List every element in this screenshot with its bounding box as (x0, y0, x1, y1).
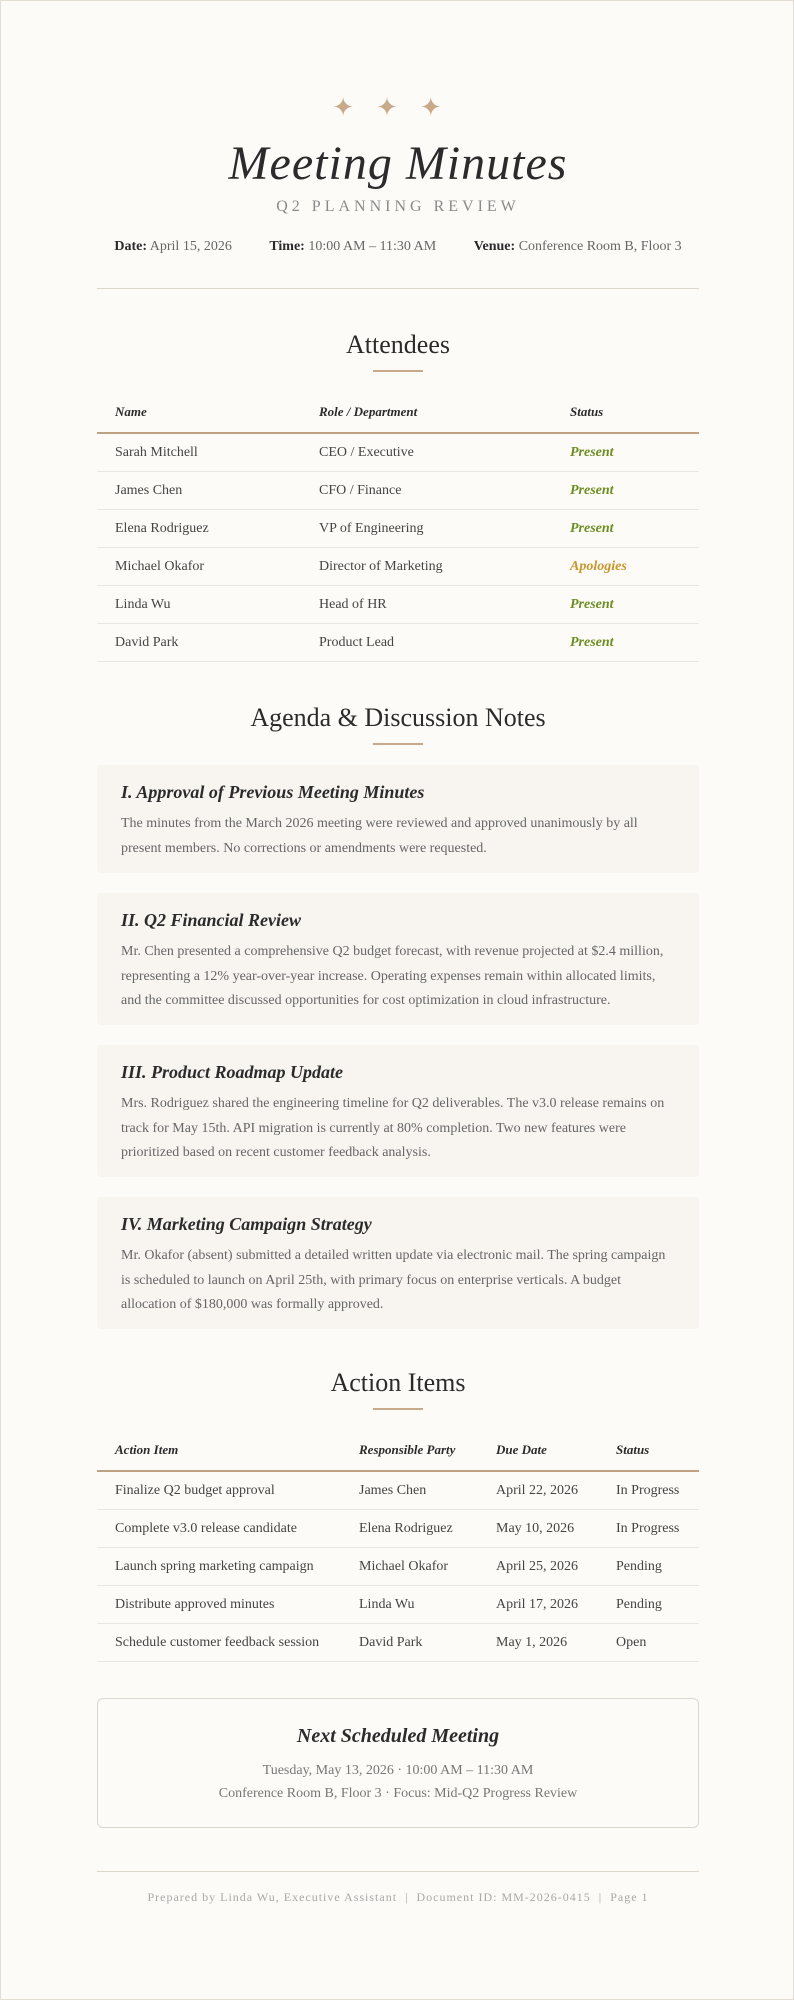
action-item: Complete v3.0 release candidate (97, 1510, 341, 1548)
table-row (97, 548, 699, 586)
table-row (97, 1624, 699, 1662)
column-header: Role / Department (301, 392, 552, 433)
attendee-role: Product Lead (301, 624, 552, 662)
action-status: Pending (598, 1548, 699, 1586)
table-row (97, 586, 699, 624)
table-header-row (97, 1430, 699, 1471)
agenda-item (97, 1045, 699, 1177)
agenda-item-body: Mr. Okafor (absent) submitted a detailed written update via electronic mail. The spring campaign is scheduled to launch on April 25th, with primary focus on enterprise verticals. A budget allocation of $180,000 was formally approved. (121, 1248, 666, 1312)
column-header: Action Item (97, 1430, 341, 1471)
actions-table (97, 1430, 699, 1662)
attendee-status: Present (552, 433, 699, 472)
action-owner: Linda Wu (341, 1586, 478, 1624)
action-status: Open (598, 1624, 699, 1662)
meta-venue (474, 237, 682, 257)
action-owner: Elena Rodriguez (341, 1510, 478, 1548)
attendees-underline (373, 370, 423, 372)
action-status: Pending (598, 1586, 699, 1624)
table-row (97, 433, 699, 472)
action-status: In Progress (598, 1510, 699, 1548)
action-status: In Progress (598, 1471, 699, 1510)
attendee-name: Michael Okafor (97, 548, 301, 586)
meta-date-label: Date: (114, 239, 148, 254)
attendee-status: Apologies (552, 548, 699, 586)
action-due: May 1, 2026 (478, 1624, 598, 1662)
footer-doc-id: Document ID: MM-2026-0415 (416, 1890, 591, 1904)
attendee-role: Head of HR (301, 586, 552, 624)
action-owner: David Park (341, 1624, 478, 1662)
agenda-item-heading: III. Product Roadmap Update (121, 1062, 344, 1082)
table-row (97, 510, 699, 548)
meta-date (114, 237, 231, 257)
star-icon: ✦ (332, 93, 377, 123)
next-meeting-location: Conference Room B, Floor 3 · Focus: Mid-Q2 Progress Review (218, 1786, 578, 1801)
table-row (97, 1586, 699, 1624)
action-due: April 17, 2026 (478, 1586, 598, 1624)
agenda-title: Agenda & Discussion Notes (250, 703, 546, 732)
page-title: Meeting Minutes (228, 137, 568, 190)
next-meeting-datetime: Tuesday, May 13, 2026 · 10:00 AM – 11:30 AM (262, 1763, 534, 1778)
footer-separator: | (598, 1890, 603, 1904)
attendee-role: VP of Engineering (301, 510, 552, 548)
page-subtitle: Q2 PLANNING REVIEW (276, 198, 520, 215)
attendee-status: Present (552, 586, 699, 624)
attendee-name: James Chen (97, 472, 301, 510)
footer-divider (97, 1871, 699, 1872)
attendee-status: Present (552, 472, 699, 510)
action-item: Finalize Q2 budget approval (97, 1471, 341, 1510)
agenda-item (97, 1197, 699, 1329)
action-owner: Michael Okafor (341, 1548, 478, 1586)
actions-underline (373, 1408, 423, 1410)
table-row (97, 624, 699, 662)
footer-prepared: Prepared by Linda Wu, Executive Assistant (147, 1890, 398, 1904)
meeting-meta (1, 237, 794, 257)
agenda-item (97, 893, 699, 1025)
attendee-status: Present (552, 510, 699, 548)
table-header-row (97, 392, 699, 433)
column-header: Responsible Party (341, 1430, 478, 1471)
agenda-item-heading: I. Approval of Previous Meeting Minutes (121, 782, 425, 802)
star-icon: ✦ (419, 93, 464, 123)
agenda-item (97, 765, 699, 873)
footer (1, 1889, 794, 1905)
table-row (97, 472, 699, 510)
column-header: Status (552, 392, 699, 433)
column-header: Due Date (478, 1430, 598, 1471)
column-header: Name (97, 392, 301, 433)
attendees-section (97, 392, 699, 662)
actions-section (97, 1430, 699, 1662)
attendees-title: Attendees (346, 330, 450, 359)
action-owner: James Chen (341, 1471, 478, 1510)
attendee-status: Present (552, 624, 699, 662)
action-due: April 25, 2026 (478, 1548, 598, 1586)
agenda-item-heading: IV. Marketing Campaign Strategy (121, 1214, 372, 1234)
action-due: April 22, 2026 (478, 1471, 598, 1510)
attendee-name: Sarah Mitchell (97, 433, 301, 472)
footer-page: Page 1 (610, 1890, 649, 1904)
attendee-role: CEO / Executive (301, 433, 552, 472)
action-due: May 10, 2026 (478, 1510, 598, 1548)
attendees-table (97, 392, 699, 662)
meta-time-value: 10:00 AM – 11:30 AM (308, 239, 437, 254)
table-row (97, 1548, 699, 1586)
table-row (97, 1471, 699, 1510)
action-item: Distribute approved minutes (97, 1586, 341, 1624)
attendee-role: Director of Marketing (301, 548, 552, 586)
agenda-item-body: The minutes from the March 2026 meeting were reviewed and approved unanimously by all present members. No corrections or amendments were requested. (121, 816, 638, 856)
agenda-underline (373, 743, 423, 745)
meta-date-value: April 15, 2026 (149, 239, 232, 254)
attendee-name: David Park (97, 624, 301, 662)
star-icon: ✦ (376, 93, 420, 123)
attendee-name: Linda Wu (97, 586, 301, 624)
header-divider (97, 288, 699, 289)
meta-venue-label: Venue: (473, 239, 516, 254)
ornament (1, 93, 794, 123)
actions-title: Action Items (330, 1368, 466, 1397)
action-item: Schedule customer feedback session (97, 1624, 341, 1662)
table-row (97, 1510, 699, 1548)
meta-time (269, 237, 436, 257)
agenda-item-heading: II. Q2 Financial Review (121, 910, 302, 930)
attendee-role: CFO / Finance (301, 472, 552, 510)
column-header: Status (598, 1430, 699, 1471)
agenda-item-body: Mrs. Rodriguez shared the engineering timeline for Q2 deliverables. The v3.0 release remains on track for May 15th. API migration is currently at 80% completion. Two new features were prioritized based on recent customer feedback analysis. (121, 1096, 665, 1160)
action-item: Launch spring marketing campaign (97, 1548, 341, 1586)
agenda-item-body: Mr. Chen presented a comprehensive Q2 budget forecast, with revenue projected at $2.4 million, representing a 12% year-over-year increase. Operating expenses remain within allocated limits, and the committee discussed opportunities for cost optimization in cloud infrastructure. (121, 944, 664, 1008)
next-meeting-box (97, 1698, 699, 1828)
meta-venue-value: Conference Room B, Floor 3 (518, 239, 682, 254)
footer-separator: | (405, 1890, 409, 1904)
next-meeting-title: Next Scheduled Meeting (296, 1725, 500, 1747)
meta-time-label: Time: (269, 239, 305, 254)
attendee-name: Elena Rodriguez (97, 510, 301, 548)
